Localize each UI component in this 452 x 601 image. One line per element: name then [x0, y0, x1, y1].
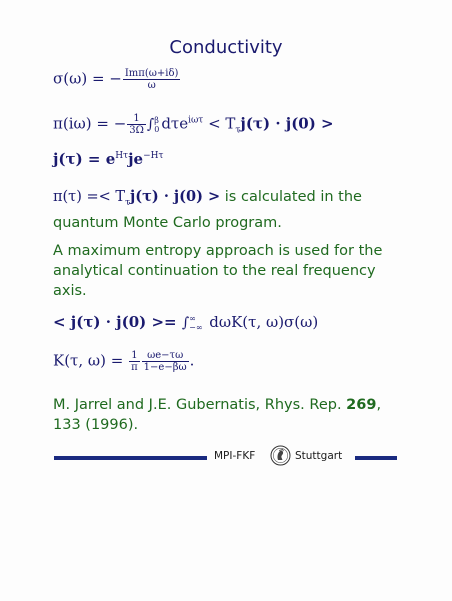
p1-math-a: π(τ) =< T	[53, 189, 126, 205]
eq-j-exp2: −Hτ	[143, 151, 164, 161]
footer-bar-left	[54, 456, 207, 460]
eq-j-mid: je	[128, 150, 144, 168]
eq-k-end: .	[189, 351, 195, 370]
eq-j-exp1: Hτ	[115, 151, 129, 161]
eq-k-lhs: K(τ, ω) =	[53, 351, 129, 370]
p1-math	[53, 188, 221, 208]
eq-pi-den: 3Ω	[129, 125, 144, 136]
equation-j	[53, 150, 163, 168]
eq-pi-lower: 0	[154, 124, 160, 134]
equation-kernel	[53, 350, 194, 373]
footer-bar-right	[355, 456, 397, 460]
eq-sigma-num: Imπ(ω+iδ)	[124, 68, 179, 79]
p1-math-sub: τ	[125, 197, 131, 208]
footer	[0, 445, 452, 469]
eq-pi-lhs: π(iω) = −	[53, 114, 127, 133]
mpg-minerva-logo-icon	[270, 445, 291, 466]
eq-pi-tail-sub: τ	[235, 125, 241, 136]
eq-pi-tail2: j(τ) · j(0) >	[240, 114, 334, 133]
eq-sigma-lhs: σ(ω) = −	[53, 69, 122, 88]
reference	[53, 395, 403, 435]
eq-pi-fraction	[127, 113, 146, 136]
eq-corr-rhs: dωK(τ, ω)σ(ω)	[204, 313, 319, 331]
ref-volume: 269	[346, 397, 377, 413]
eq-pi-upper: β	[154, 115, 159, 125]
eq-pi-num: 1	[127, 113, 146, 125]
eq-j-lhs: j(τ) = e	[53, 150, 116, 168]
ref-post: , 133 (1996).	[53, 397, 382, 433]
eq-k-frac2	[142, 350, 189, 373]
eq-sigma-den: ω	[147, 80, 156, 91]
eq-k-frac1-num: 1	[129, 350, 140, 362]
paragraph-max-entropy: A maximum entropy approach is used for the analytical continuation to the real frequency axis.	[53, 243, 383, 299]
eq-sigma-fraction	[123, 68, 181, 91]
eq-corr-lower: −∞	[189, 323, 203, 332]
integral-symbol: ∫	[146, 116, 155, 133]
page-title: Conductivity	[169, 37, 283, 58]
eq-pi-limits	[154, 116, 159, 134]
eq-k-frac1	[129, 350, 140, 373]
equation-sigma	[53, 68, 181, 91]
eq-pi-exp: iωτ	[188, 115, 204, 126]
paragraph-pi-tau	[53, 187, 403, 233]
eq-corr-lhs: < j(τ) · j(0) >=	[53, 313, 182, 331]
footer-institute: MPI-FKF	[214, 450, 256, 462]
p1-math-b: j(τ) · j(0) >	[130, 188, 221, 205]
ref-pre: M. Jarrel and J.E. Gubernatis, Rhys. Rep.	[53, 397, 347, 413]
equation-correlation	[53, 313, 318, 332]
eq-corr-upper: ∞	[189, 314, 196, 323]
integral-symbol: ∫	[181, 315, 190, 331]
eq-k-frac1-den: π	[131, 362, 138, 373]
eq-k-frac2-den: 1−e−βω	[143, 362, 187, 373]
p1-text: is calculated in the quantum Monte Carlo program.	[53, 189, 362, 231]
eq-corr-limits	[189, 314, 202, 332]
footer-city: Stuttgart	[295, 450, 343, 462]
eq-pi-tail: < T	[203, 114, 236, 133]
eq-k-frac2-num: ωe−τω	[142, 350, 189, 362]
eq-pi-rhs: dτe	[161, 114, 189, 133]
equation-pi	[53, 113, 334, 136]
